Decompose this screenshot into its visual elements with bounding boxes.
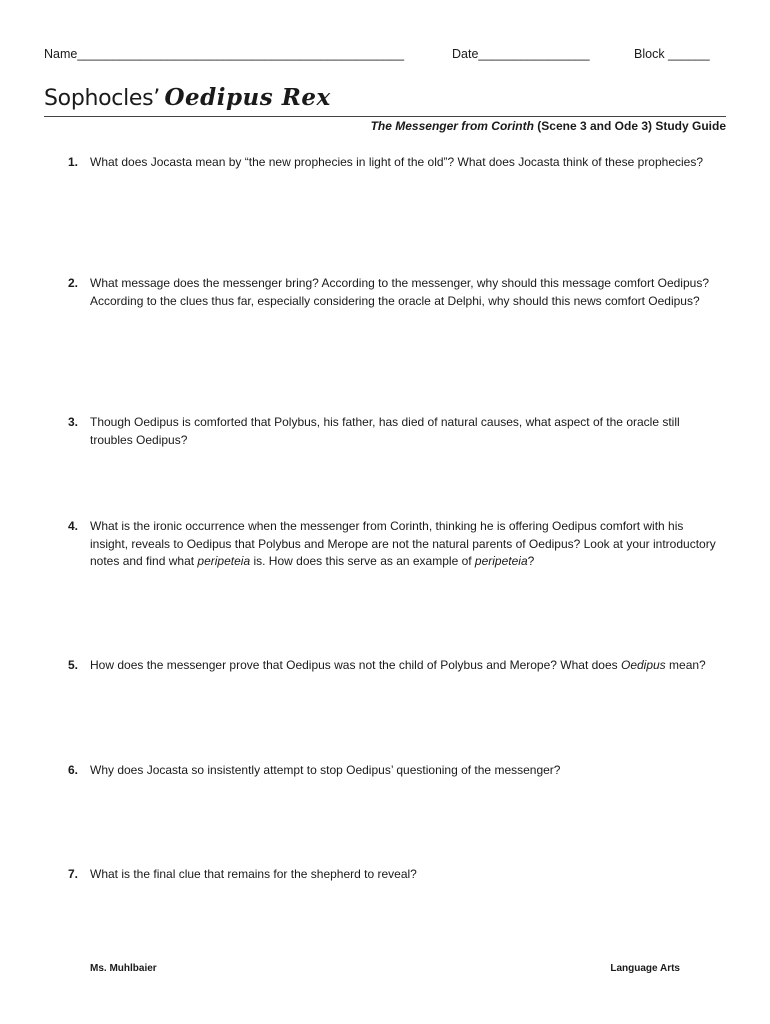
- question-number: 2.: [68, 276, 79, 290]
- footer-teacher: Ms. Muhlbaier: [90, 963, 157, 974]
- question-4: [68, 518, 723, 571]
- subtitle: [371, 119, 726, 133]
- question-1: [68, 154, 723, 172]
- question-3: [68, 414, 723, 449]
- question-2: [68, 275, 723, 310]
- question-text: Though Oedipus is comforted that Polybus, his father, has died of natural causes, what aspect of the oracle still troubles Oedipus?: [90, 415, 680, 447]
- question-number: 6.: [68, 763, 79, 777]
- question-number: 7.: [68, 867, 79, 881]
- question-number: 4.: [68, 519, 79, 533]
- question-number: 1.: [68, 155, 79, 169]
- question-text: What is the ironic occurrence when the messenger from Corinth, thinking he is offering Oedipus comfort with his insight, reveals to Oedipus that Polybus and Merope are not the natural parents of Oedipus? Look at your introductory notes and find what peripeteia is. How does this serve as an example of peripeteia?: [90, 519, 716, 568]
- question-text: Why does Jocasta so insistently attempt to stop Oedipus’ questioning of the messenger?: [90, 763, 561, 777]
- name-field[interactable]: Name_______________________________________________: [44, 47, 405, 61]
- question-text: What is the final clue that remains for the shepherd to reveal?: [90, 867, 417, 881]
- question-number: 5.: [68, 658, 79, 672]
- question-text: What message does the messenger bring? According to the messenger, why should this message comfort Oedipus? According to the clues thus far, especially considering the oracle at Delphi, why should this news comfort Oedipus?: [90, 276, 709, 308]
- subtitle-rest: (Scene 3 and Ode 3) Study Guide: [533, 119, 726, 133]
- question-number: 3.: [68, 415, 79, 429]
- subtitle-italic: The Messenger from Corinth: [370, 119, 534, 133]
- question-text: What does Jocasta mean by “the new prophecies in light of the old”? What does Jocasta think of these prophecies?: [90, 155, 704, 169]
- title-divider: [44, 116, 726, 117]
- block-field[interactable]: Block ______: [634, 47, 710, 61]
- date-field[interactable]: Date________________: [452, 47, 590, 61]
- question-6: [68, 762, 723, 780]
- question-text: How does the messenger prove that Oedipus was not the child of Polybus and Merope? What does Oedipus mean?: [90, 658, 706, 672]
- title-prefix: Sophocles’: [44, 86, 160, 111]
- footer-subject: Language Arts: [610, 963, 680, 974]
- title-main: Oedipus Rex: [164, 84, 331, 111]
- question-7: [68, 866, 723, 884]
- question-5: [68, 657, 723, 675]
- page-title: [44, 84, 331, 111]
